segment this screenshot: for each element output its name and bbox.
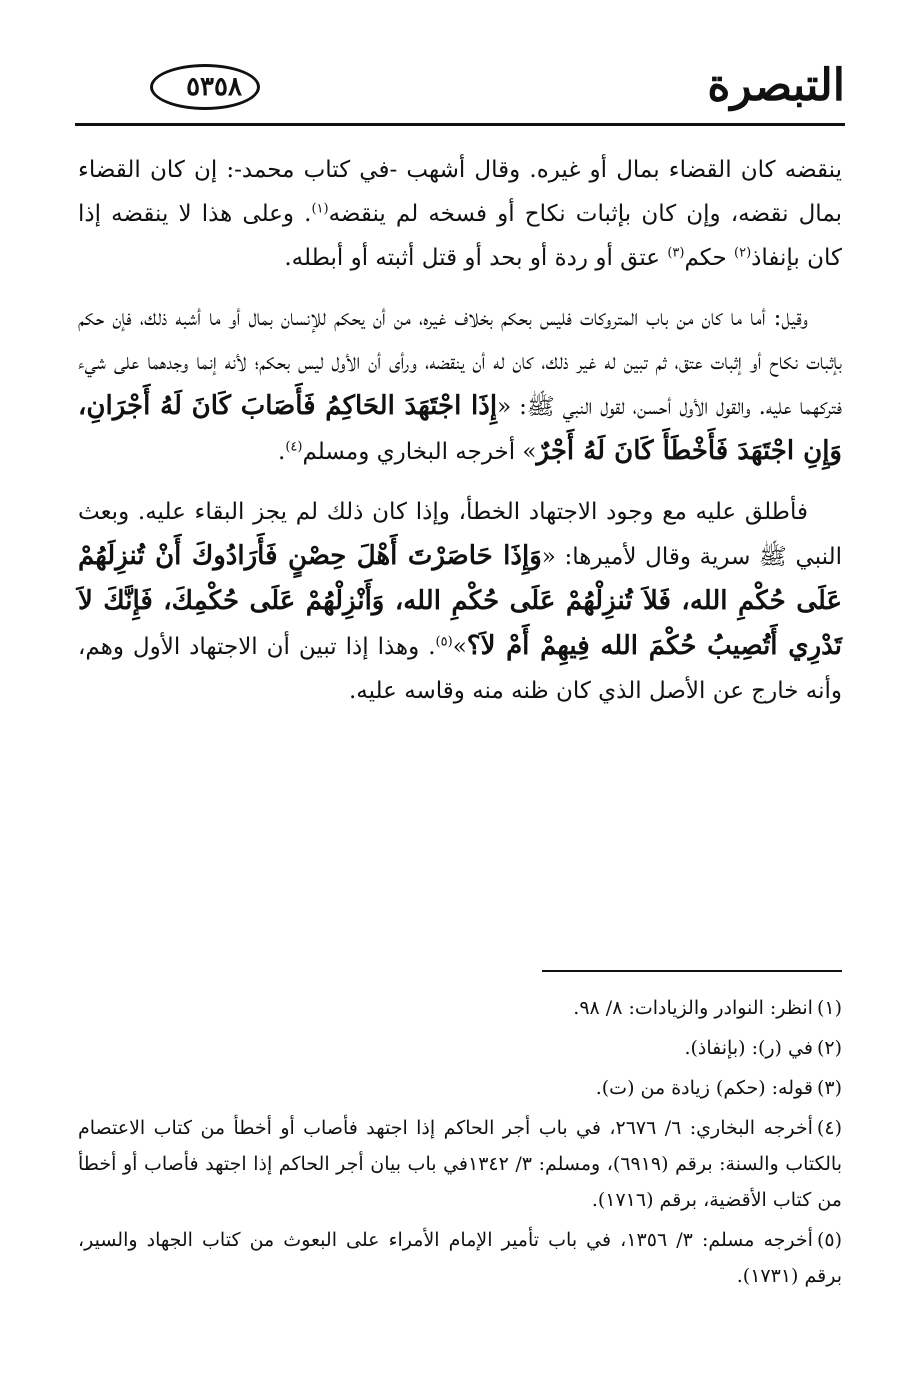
footnote-1 <box>78 990 842 1026</box>
main-text <box>78 148 842 729</box>
text-span: ينقضه كان القضاء بمال أو غيره. وقال أشهب -في كتاب محمد-: إن كان القضاء بمال نقضه، وإن كان بإثبات نكاح أو فسخه لم ينقضه <box>78 157 843 227</box>
footnote-4 <box>78 1110 842 1218</box>
hadith-quote-2: وَإِذَا حَاصَرْتَ أَهْلَ حِصْنٍ فَأَرَادُوكَ أَنْ تُنزِلَهُمْ عَلَى حُكْمِ الله، فَلاَ تُنزِلْهُمْ عَلَى حُكْمِ الله، وَأَنْزِلْهُمْ عَلَى حُكْمِكَ، فَإِنَّكَ لاَ تَدْرِي أَتُصِيبُ حُكْمَ الله فِيهِمْ أَمْ لاَ؟ <box>78 541 843 661</box>
running-title: التبصرة <box>707 60 845 111</box>
hadith-quote-1: إِذَا اجْتَهَدَ الحَاكِمُ فَأَصَابَ كَانَ لَهُ أَجْرَانِ، وَإِنِ اجْتَهَدَ فَأَخْطَأَ كَانَ لَهُ أَجْرٌ <box>78 391 842 466</box>
footnote-text: قوله: (حكم) زيادة من (ت). <box>595 1077 813 1099</box>
footnote-separator <box>542 970 842 972</box>
text-span: » أخرجه البخاري ومسلم <box>302 439 537 465</box>
footnote-marker: (٥) <box>816 1229 842 1251</box>
footnote-text: أخرجه مسلم: ٣/ ١٣٥٦، في باب تأمير الإمام الأمراء على البعوث من كتاب الجهاد والسير، برقم (١٧٣١). <box>78 1229 842 1287</box>
footnote-marker: (٣) <box>816 1077 842 1099</box>
footnote-3 <box>78 1070 842 1106</box>
text-span: » <box>452 634 467 660</box>
text-span: وقيل: أما ما كان من باب المتروكات فليس بحكم بخلاف غيره، من أن يحكم للإنسان بمال أو ما أشبه ذلك، فإن حكم بإثبات نكاح أو إثبات عتق، ثم تبين له غير ذلك، كان له أن ينقضه، ورأى أن الأول ليس بحكم؛ لأنه إنما وجدهما على شيء فتركهما عليه. والقول الأول أحسن، لقول النبي ﷺ: « <box>78 305 842 420</box>
footnote-text: انظر: النوادر والزيادات: ٨/ ٩٨. <box>573 997 813 1019</box>
footnote-ref-1[interactable]: (١) <box>311 201 329 217</box>
text-span: . وهذا إذا تبين أن الاجتهاد الأول وهم، وأنه خارج عن الأصل الذي كان ظنه منه وقاسه عليه. <box>78 634 842 704</box>
footnote-ref-2[interactable]: (٢) <box>734 245 752 261</box>
footnote-marker: (١) <box>816 997 842 1019</box>
text-span: عتق أو ردة أو بحد أو قتل أثبته أو أبطله. <box>284 245 668 271</box>
footnote-marker: (٢) <box>816 1037 842 1059</box>
page-header <box>75 52 845 126</box>
paragraph-1 <box>78 148 842 280</box>
text-span: حكم <box>684 245 734 271</box>
footnote-ref-5[interactable]: (٥) <box>435 634 453 650</box>
footnote-2 <box>78 1030 842 1066</box>
text-span: فأطلق عليه مع وجود الاجتهاد الخطأ، وإذا كان ذلك لم يجز البقاء عليه. وبعث النبي ﷺ سرية وقال لأميرها: « <box>78 499 842 570</box>
footnotes <box>78 990 842 1298</box>
footnote-text: أخرجه البخاري: ٦/ ٢٦٧٦، في باب أجر الحاكم إذا اجتهد فأصاب أو أخطأ من كتاب الاعتصام بالكتاب والسنة: برقم (٦٩١٩)، ومسلم: ٣/ ١٣٤٢في باب بيان أجر الحاكم إذا اجتهد فأصاب أو أخطأ من كتاب الأقضية، برقم (١٧١٦). <box>78 1117 842 1211</box>
footnote-text: في (ر): (بإنفاذ). <box>684 1037 813 1059</box>
text-span: . <box>278 439 286 465</box>
header-rule <box>75 123 845 126</box>
text-span: . وعلى هذا لا ينقضه إذا كان بإنفاذ <box>78 201 842 271</box>
footnote-5 <box>78 1222 842 1294</box>
paragraph-3 <box>78 490 842 713</box>
footnote-ref-3[interactable]: (٣) <box>667 245 685 261</box>
page-number: ٥٣٥٨ <box>150 64 260 110</box>
paragraph-2 <box>78 296 842 474</box>
footnote-ref-4[interactable]: (٤) <box>285 439 303 455</box>
footnote-marker: (٤) <box>816 1117 842 1139</box>
